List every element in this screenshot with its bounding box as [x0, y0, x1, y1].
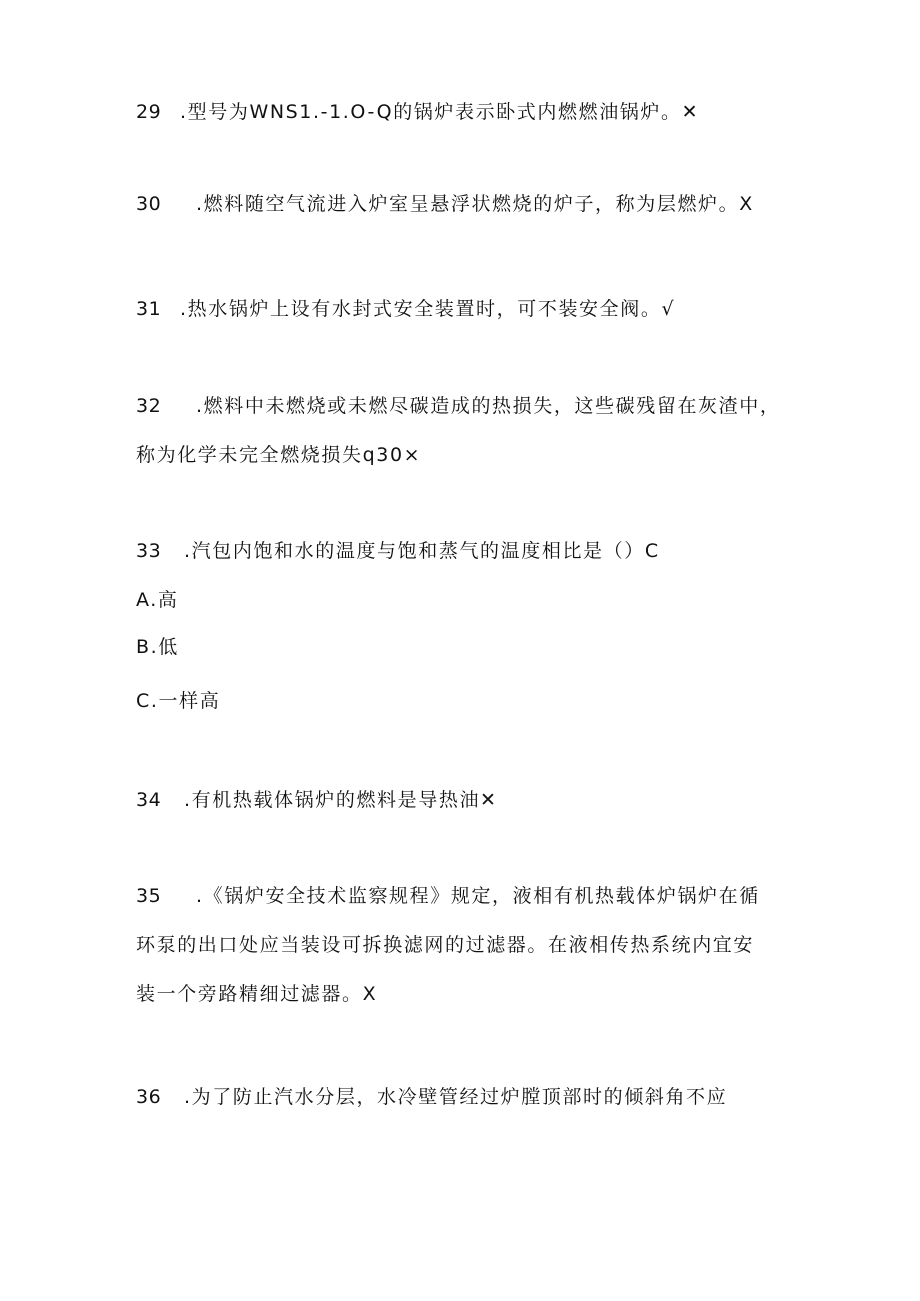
question-text: .型号为WNS1.-1.O-Q的锅炉表示卧式内燃燃油锅炉。✕ — [180, 101, 700, 123]
question-text: .为了防止汽水分层，水冷壁管经过炉膛顶部时的倾斜角不应 — [184, 1086, 728, 1108]
option-a — [136, 588, 179, 612]
question-number: 35 — [136, 885, 162, 907]
question-text: .燃料随空气流进入炉室呈悬浮状燃烧的炉子，称为层燃炉。X — [196, 193, 754, 215]
question-29 — [136, 100, 699, 124]
question-34 — [136, 788, 498, 812]
question-31 — [136, 297, 675, 321]
question-number: 36 — [136, 1086, 162, 1108]
question-text: 环泵的出口处应当装设可拆换滤网的过滤器。在液相传热系统内宜安 — [136, 934, 755, 956]
option-text: A.高 — [136, 589, 179, 611]
question-text: .热水锅炉上设有水封式安全装置时，可不装安全阀。√ — [180, 298, 676, 320]
question-text: 称为化学未完全燃烧损失q30× — [136, 444, 422, 466]
question-text: .《锅炉安全技术监察规程》规定，液相有机热载体炉锅炉在循 — [196, 885, 760, 907]
option-text: C.一样高 — [136, 690, 221, 712]
question-36 — [136, 1085, 727, 1109]
question-number: 31 — [136, 298, 162, 320]
question-32 — [136, 394, 780, 418]
question-text: .汽包内饱和水的温度与饱和蒸气的温度相比是（）C — [184, 540, 660, 562]
question-33 — [136, 539, 660, 563]
question-number: 30 — [136, 193, 162, 215]
question-text: .燃料中未燃烧或未燃尽碳造成的热损失，这些碳残留在灰渣中， — [196, 395, 781, 417]
question-number: 33 — [136, 540, 162, 562]
question-text: .有机热载体锅炉的燃料是导热油✕ — [184, 789, 498, 811]
question-text: 装一个旁路精细过滤器。X — [136, 983, 378, 1005]
question-number: 29 — [136, 101, 162, 123]
question-35 — [136, 884, 760, 908]
question-35-continuation-2 — [136, 982, 377, 1006]
question-35-continuation — [136, 933, 754, 957]
option-b — [136, 635, 179, 659]
option-c — [136, 689, 220, 713]
option-text: B.低 — [136, 636, 179, 658]
question-number: 32 — [136, 395, 162, 417]
question-32-continuation — [136, 443, 421, 467]
question-30 — [136, 192, 754, 216]
question-number: 34 — [136, 789, 162, 811]
